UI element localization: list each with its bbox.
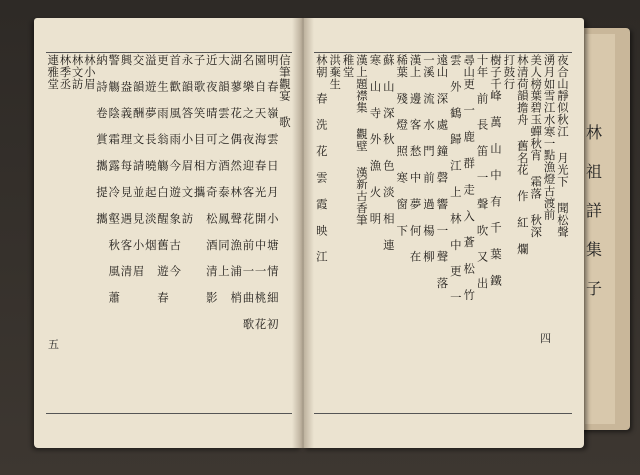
cover-char: 子 [585,279,602,298]
text-column: 一溪 流 水 門 前 過 楊 柳 [422,54,436,263]
cover-char: 祖 [585,162,602,181]
cover-title [582,120,606,298]
top-rule [46,52,292,53]
top-rule [314,52,572,53]
text-column: 漢上 邊 客 愁 中 夢 何 在 [408,54,423,263]
text-column: 納 詩 卷 賞 攜 提 攜 [95,54,109,225]
cover-char: 林 [585,123,602,142]
text-column: 首 歡 風 雨 今 遊 象 古 今 [168,54,183,278]
text-column: 美人榜葉碧玉蟬秋宵 霜落 秋深 [529,54,544,238]
text-column: 明 春 嶺 雲 日 月 小 塘 情 細 初 [265,54,280,330]
text-column: 興 盎 義 理 每 見 遇 客 清 [119,54,134,278]
text-column: 湧月如雪江水寒一點漁燈古渡前 [542,54,557,221]
page-number: 四 [540,332,551,345]
text-column: 蘇 山 深 秋 色 淡 相 連 [381,54,396,251]
text-column: 遠山 深 處 鐘 磬 響 一 聲 落 [435,54,450,289]
bottom-rule [46,413,292,414]
text-column: 溢 遊 夢 長 曉 起 淡 烟 [143,54,158,251]
text-column: 交 韻 酬 文 請 並 見 小 眉 [131,54,146,278]
text-column: 信筆觀宴 歌 [278,54,292,128]
text-column: 更 生 雨 翁 觴 白 醒 舊 遊 春 [156,54,170,304]
text-column: 寒 山 寺 外 漁 火 明 [368,54,383,225]
text-column: 打鼓行 [502,54,517,90]
text-column: 稀葉 殘 燈 照 寒 窗 下 [395,54,410,237]
text-column: 漢上題襟集 觀壁 漢新古香筆 [355,54,369,226]
cover-char: 集 [585,240,602,259]
text-column: 大 韻 雲 之 酒 泰 鳳 同 上 [217,54,231,278]
text-column: 警 觴 陰 霜 露 冷 壑 秋 風 蕭 [107,54,122,304]
text-column: 夜合山靜似秋江 月光下 聞松聲 [556,54,570,238]
text-column: 樹子千峰 萬 山 中 有 千 葉 鐵 [489,54,503,287]
book-gutter [292,18,314,448]
text-column: 永 韻 答 小 眉 文 訪 [180,54,195,225]
text-column: 雲 外 鶴 歸 江 上 林 中 更 一 [448,54,463,304]
text-column: 林朝 春 洗 花 雲 霞 映 江 [314,54,329,263]
cover-char: 詳 [585,201,602,220]
text-column: 連雅堂 [46,54,61,90]
text-column: 林文訪 [70,54,85,90]
text-column: 林小眉 [82,54,97,90]
text-column: 洪棄生 [328,54,343,90]
text-column: 近 夜 晴 可 方 奇 松 酒 清 影 [204,54,219,304]
text-column: 園 自 天 海 春 光 開 中 一 桃 花 [253,54,268,330]
page-number: 五 [48,338,59,351]
text-column: 湖 蓼 花 偶 然 林 聲 漁 浦 梢 [229,54,244,304]
text-column: 稚堂 [341,54,356,78]
text-column: 林季丞 [58,54,73,90]
text-column: 尋山更 一 鹿 群 走 入 蒼 松 竹 [462,54,477,301]
text-column: 林清荷韻擔舟 舊名花 作 紅 爛 [515,54,530,255]
text-column: 子 歌 笑 目 相 攜 [192,54,207,198]
text-column: 名 樂 之 夜 迎 客 花 前 一 曲 歌 [241,54,256,330]
text-column: 十年 前 長 笛 一 聲 吹 又 出 [475,54,490,289]
bottom-rule [314,413,572,414]
